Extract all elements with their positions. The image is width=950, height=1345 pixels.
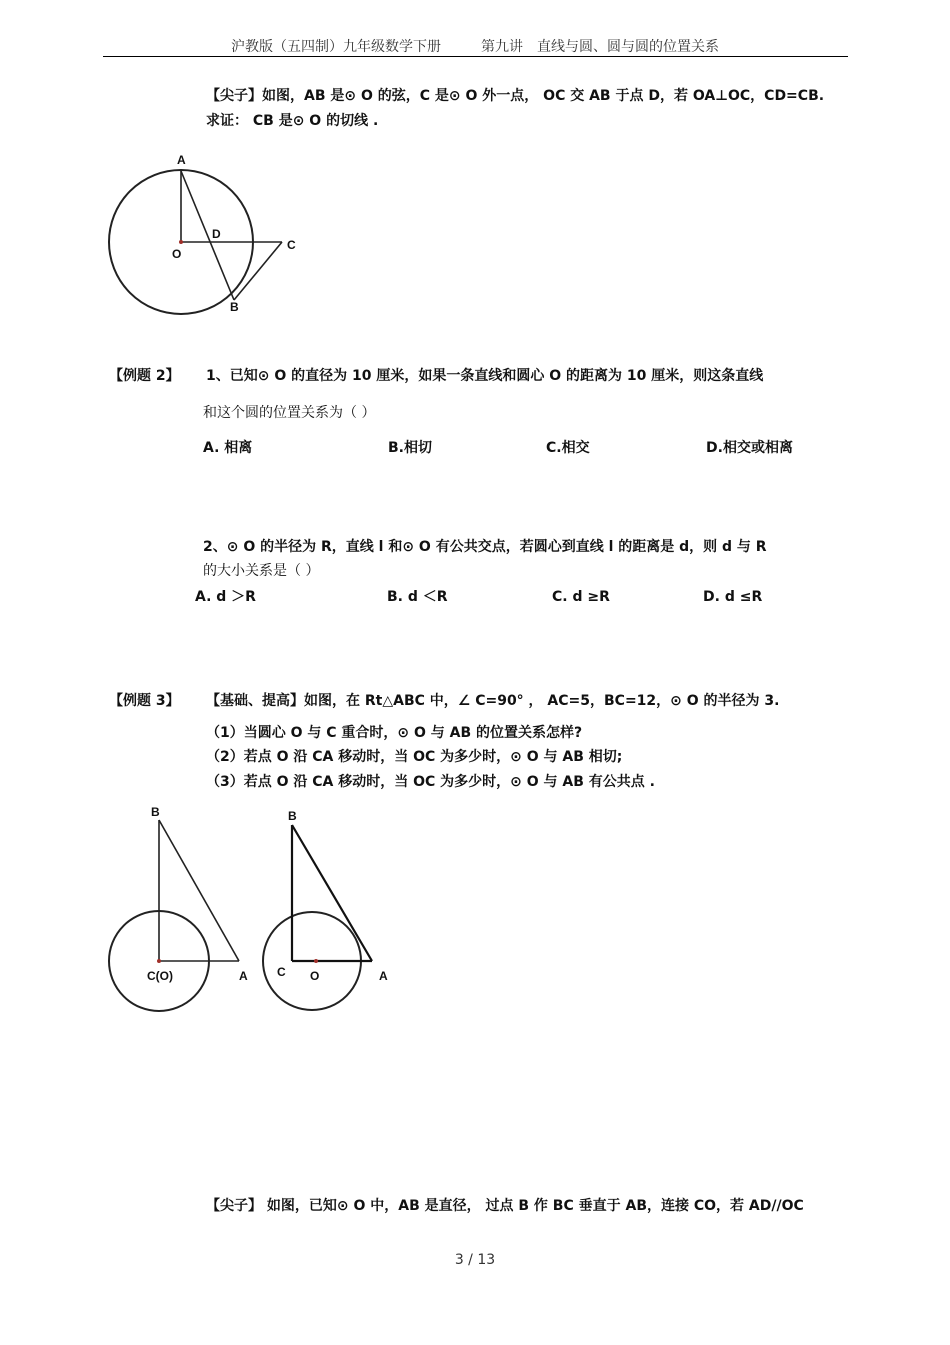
label-c: C <box>277 965 286 979</box>
ex2-q2-line2: 的大小关系是（ ） <box>203 563 320 579</box>
chord-ab <box>181 171 234 300</box>
label-a: A <box>379 969 388 983</box>
ex2-tag: 【例题 2】 <box>109 368 180 384</box>
ex2-q1-line2: 和这个圆的位置关系为（ ） <box>203 405 376 421</box>
jianzi1-line2: 求证： CB 是⊙ O 的切线 . <box>206 113 379 129</box>
header-right: 第九讲 直线与圆、圆与圆的位置关系 <box>481 39 719 55</box>
ex3-q3: （3）若点 O 沿 CA 移动时，当 OC 为多少时，⊙ O 与 AB 有公共点 . <box>206 774 655 790</box>
header-left: 沪教版（五四制）九年级数学下册 <box>231 39 441 55</box>
ex2-q1-option-a: A. 相离 <box>203 440 253 456</box>
label-d: D <box>212 227 221 241</box>
jianzi1-line1: 【尖子】如图，AB 是⊙ O 的弦，C 是⊙ O 外一点， OC 交 AB 于点 D，若 OA⊥OC，CD=CB. <box>206 88 825 104</box>
ex2-q2-line1: 2、⊙ O 的半径为 R，直线 l 和⊙ O 有公共交点，若圆心到直线 l 的距离是 d，则 d 与 R <box>203 539 767 555</box>
label-o: O <box>172 247 182 261</box>
header-rule <box>103 56 848 57</box>
label-a: A <box>177 153 186 167</box>
ex2-q1-option-d: D.相交或相离 <box>706 440 793 456</box>
ex2-q2-option-a: A. d ＞R <box>195 589 256 605</box>
label-o: O <box>310 969 320 983</box>
label-c-o: C(O) <box>147 969 173 983</box>
center-point <box>179 240 183 244</box>
side-ab <box>159 820 239 961</box>
center-point <box>157 959 161 963</box>
figure-right-triangle-circle-tangent <box>258 800 398 1015</box>
ex3-q2: （2）若点 O 沿 CA 移动时，当 OC 为多少时，⊙ O 与 AB 相切; <box>206 749 623 765</box>
label-b: B <box>151 805 160 819</box>
ex3-intro: 【基础、提高】如图，在 Rt△ABC 中，∠ C=90° ， AC=5，BC=12，⊙ O 的半径为 3. <box>206 693 780 709</box>
label-c: C <box>287 238 296 252</box>
side-ab <box>292 825 372 961</box>
ex2-q2-option-c: C. d ≥R <box>552 589 610 605</box>
ex2-q1-line1: 1、已知⊙ O 的直径为 10 厘米，如果一条直线和圆心 O 的距离为 10 厘米，则这条直线 <box>206 368 764 384</box>
ex2-q2-option-b: B. d ＜R <box>387 589 448 605</box>
ex2-q1-option-c: C.相交 <box>546 440 590 456</box>
ex3-q1: （1）当圆心 O 与 C 重合时，⊙ O 与 AB 的位置关系怎样? <box>206 725 583 741</box>
figure-right-triangle-circle-at-c <box>100 800 260 1015</box>
label-b: B <box>230 300 239 314</box>
label-a: A <box>239 969 248 983</box>
ex3-tag: 【例题 3】 <box>109 693 180 709</box>
label-b: B <box>288 809 297 823</box>
page-header <box>0 36 950 56</box>
jianzi2-line1: 【尖子】 如图，已知⊙ O 中，AB 是直径， 过点 B 作 BC 垂直于 AB，连接 CO，若 AD//OC <box>206 1198 804 1214</box>
page-number: 3 / 13 <box>454 1252 496 1268</box>
figure-circle-chord-tangent <box>100 145 310 320</box>
ex2-q1-option-b: B.相切 <box>388 440 432 456</box>
segment-cb <box>234 242 282 300</box>
ex2-q2-option-d: D. d ≤R <box>703 589 763 605</box>
center-point <box>314 959 318 963</box>
